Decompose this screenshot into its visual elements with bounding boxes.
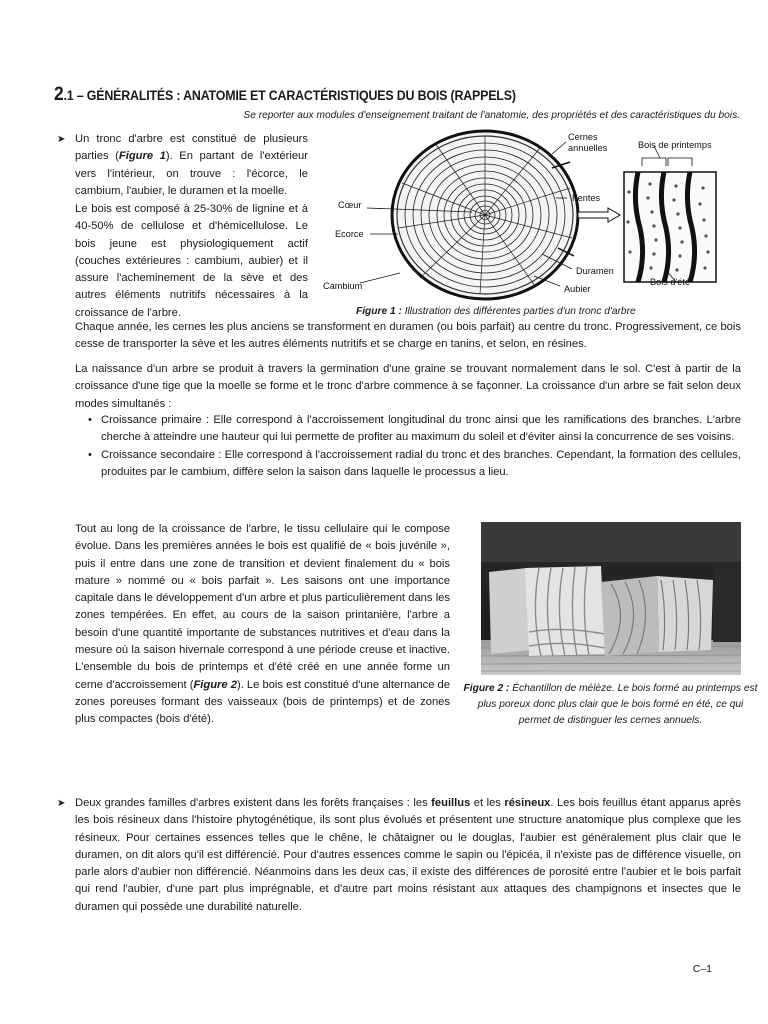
- bullet-arrow-icon: ➤: [57, 798, 66, 809]
- reference-note: Se reporter aux modules d'enseignement traitant de l'anatomie, des propriétés et des caractéristiques du bois.: [243, 110, 740, 121]
- tree-families-paragraph: [75, 795, 741, 916]
- page-number: C–1: [692, 963, 712, 975]
- label-aubier: Aubier: [564, 284, 591, 294]
- label-bois-ete: Bois d'été: [650, 277, 691, 287]
- label-coeur: Cœur: [338, 200, 362, 210]
- wood-evolution-text-1: Tout au long de la croissance de l'arbre, le tissu cellulaire qui le compose évolue. Dans les premières années le bois est qualifié de « bois juvénile », puis il entre dans une zone de transition et devient finalement du « bois mature » nommé ou « bois parfait ». Les saisons ont une importance capitale dans le développement d'un arbre et plus particulièrement dans les zones tempérées. En effet, au cours de la saison printanière, l'arbre a besoin d'une quantité importante de substances nutritives et d'eau dans la mesure où la saison hivernale correspond à une période creuse et inactive. L'ensemble du bois de printemps et d'été créé en une année forme un cerne d'accroissement (: [75, 523, 450, 691]
- bullet-arrow-icon: ➤: [57, 134, 66, 145]
- section-number: 2: [54, 84, 64, 105]
- wood-evolution-text-2: ). Le bois est constitué d'une alternance de zones poreuses formant des vaisseaux (bois de printemps) et de zones plus compactes (bois d'été).: [75, 678, 450, 726]
- label-ecorce: Ecorce: [335, 229, 364, 239]
- figure1-caption-label: Figure 1 :: [356, 306, 402, 317]
- trunk-cross-section: [392, 131, 578, 299]
- label-cernes: Cernes: [568, 132, 598, 142]
- intro-paragraph: [75, 131, 308, 200]
- figure2-reference: Figure 2: [193, 678, 237, 691]
- figure1-caption: [356, 306, 636, 317]
- label-bois-printemps: Bois de printemps: [638, 140, 712, 150]
- families-text-2: et les: [470, 797, 505, 809]
- section-title: .1 – GÉNÉRALITÉS : ANATOMIE ET CARACTÉRISTIQUES DU BOIS (RAPPELS): [63, 88, 516, 103]
- list-item-text: Croissance secondaire : Elle correspond à l'accroissement radial du tronc et des branches. Cependant, la formation des cellules, produites par le cambium, diffère selon la saison dans laquelle le processus a lieu.: [101, 448, 741, 478]
- list-item-text: Croissance primaire : Elle correspond à l'accroissement longitudinal du tronc ainsi que les ramifications des branches. L'arbre cherche à atteindre une hauteur qui lui permette de profiter au maximum du soleil et d'éviter ainsi la concurrence de ses voisins.: [101, 414, 741, 444]
- label-annuelles: annuelles: [568, 143, 608, 153]
- tree-birth-paragraph: La naissance d'un arbre se produit à travers la germination d'une graine se trouvant normalement dans le sol. C'est à partir de la croissance d'une tige que la moelle se forme et le tronc d'arbre commence à se façonner. La croissance d'un arbre se fait selon deux modes simultanés :: [75, 363, 741, 410]
- label-duramen: Duramen: [576, 266, 614, 276]
- list-item-primary: [88, 412, 741, 447]
- list-item-secondary: [88, 447, 741, 482]
- intro-text-1: Un tronc d'arbre est constitué de plusieurs parties (: [75, 133, 308, 163]
- term-feuillus: feuillus: [431, 797, 471, 809]
- bullet-dot-icon: •: [88, 448, 92, 461]
- families-text-1: Deux grandes familles d'arbres existent dans les forêts françaises : les: [75, 797, 432, 809]
- figure2-caption-label: Figure 2 :: [463, 683, 510, 694]
- wood-evolution-paragraph: [75, 521, 450, 729]
- tree-trunk-illustration: [320, 128, 740, 306]
- label-cambium: Cambium: [323, 281, 363, 291]
- growth-modes-list: [88, 412, 741, 481]
- figure2-caption-text: Échantillon de mélèze. Le bois formé au printemps est plus poreux donc plus clair que le bois formé en été, ce qui permet de distinguer les cernes annuels.: [477, 683, 758, 726]
- figure1-caption-text: Illustration des différentes parties d'un tronc d'arbre: [401, 306, 636, 317]
- larch-sample-photo: [481, 522, 741, 675]
- term-resineux: résineux: [504, 797, 551, 809]
- annual-rings-paragraph: Chaque année, les cernes les plus anciens se transforment en duramen (ou bois parfait) au centre du tronc. Progressivement, ce bois cesse de transporter la sève et les autres éléments nutritifs et se charge en tanins, et selon, en résines.: [75, 321, 741, 351]
- label-fentes: Fentes: [572, 193, 601, 203]
- intro-text-2: ). En partant de l'extérieur vers l'intérieur, on trouve : l'écorce, le cambium, l'aubier, le duramen et la moelle.: [75, 150, 309, 197]
- magnified-wood-block: [624, 158, 716, 282]
- section-heading: [54, 84, 516, 106]
- figure2-caption: [463, 681, 758, 729]
- bullet-dot-icon: •: [88, 414, 92, 426]
- families-text-3: . Les bois feuillus étant apparus après les bois résineux dans l'histoire phytogénétique, ils sont plus évolués et présentent une structure anatomique plus complexe que les résineux. Pour certaines essences telles que le chêne, le châtaigner ou le douglas, l'aubier est généralement plus clair que le duramen, on dit alors qu'il est différencié. Pour d'autres essences comme le sapin ou l'épicéa, il n'existe pas de différence visuelle, on parle alors d'aubier non différencié. Néanmoins dans les deux cas, il existe des différences de porosité entre l'aubier et le bois parfait qui rend l'aubier, d'une part plus imprégnable, et d'autre part moins résistant aux attaques des champignons et insectes que le duramen qui possède une durabilité naturelle.: [75, 797, 741, 913]
- lignin-paragraph: Le bois est composé à 25-30% de lignine et à 40-50% de cellulose et d'hémicellulose. Le bois jeune est physiologiquement actif (couches extérieures : cambium, aubier) et il assure l'acheminement de la sève et des autres éléments nutritifs nécessaires à la croissance de l'arbre.: [75, 203, 308, 319]
- figure1-reference: Figure 1: [118, 150, 166, 163]
